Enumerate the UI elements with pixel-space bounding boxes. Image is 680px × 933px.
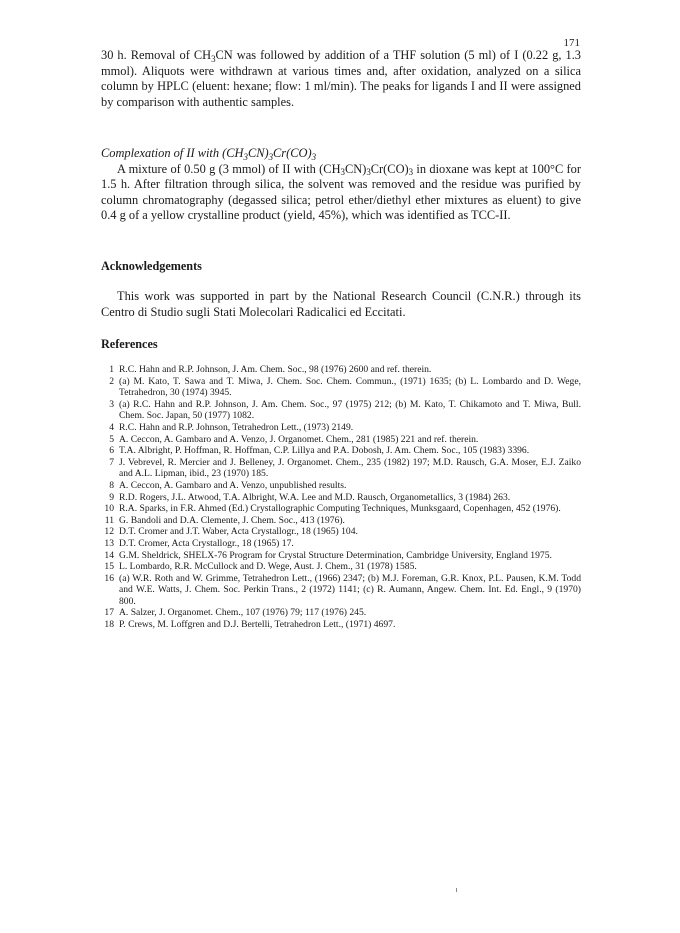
- intro-text-1: 30 h. Removal of CH: [101, 48, 212, 62]
- reference-text: (a) M. Kato, T. Sawa and T. Miwa, J. Chem. Soc. Chem. Commun., (1971) 1635; (b) L. Lombardo and D. Wege, Tetrahedron, 30 (1974) 3945.: [119, 375, 581, 399]
- page-number: 171: [563, 37, 580, 49]
- reference-item: [101, 445, 581, 457]
- reference-number: 10: [104, 503, 114, 515]
- complexation-text-2: CN): [344, 161, 367, 176]
- reference-number: 4: [109, 421, 114, 433]
- reference-text: A. Ceccon, A. Gambaro and A. Venzo, unpublished results.: [119, 479, 347, 491]
- reference-item: [101, 492, 581, 504]
- heading-subscript-3: 3: [311, 151, 317, 162]
- reference-item: [101, 538, 581, 550]
- reference-item: [101, 480, 581, 492]
- reference-number: 1: [109, 364, 114, 375]
- intro-paragraph-block: [101, 48, 581, 110]
- complexation-text-3: Cr(CO): [370, 161, 409, 176]
- reference-text: G.M. Sheldrick, SHELX-76 Program for Crystal Structure Determination, Cambridge University, England 1975.: [119, 549, 552, 561]
- reference-item: [101, 422, 581, 434]
- intro-subscript-1: 3: [211, 53, 216, 64]
- complexation-text-1: A mixture of 0.50 g (3 mmol) of II with (CH: [117, 161, 341, 176]
- reference-item: [101, 515, 581, 527]
- complexation-heading: [101, 146, 581, 162]
- reference-item: [101, 364, 581, 376]
- reference-number: 6: [109, 445, 114, 457]
- reference-number: 16: [104, 572, 114, 584]
- complexation-subscript-2: 3: [366, 167, 371, 178]
- reference-number: 2: [109, 375, 114, 387]
- reference-item: [101, 434, 581, 446]
- reference-item: [101, 550, 581, 562]
- reference-number: 14: [104, 549, 114, 561]
- reference-text: G. Bandoli and D.A. Clemente, J. Chem. Soc., 413 (1976).: [119, 514, 345, 526]
- complexation-subscript-3: 3: [408, 167, 414, 178]
- reference-text: (a) W.R. Roth and W. Grimme, Tetrahedron Lett., (1966) 2347; (b) M.J. Foreman, G.R. Knox, P.L. Pausen, K.M. Todd and W.E. Watts, J. Chem. Soc. Perkin Trans., 2 (1972) 1141; (c) R. Aumann, Angew. Chem. Int. Ed. Engl., 9 (1970) 800.: [119, 572, 581, 607]
- reference-number: 18: [104, 619, 114, 631]
- complexation-text-4: in dioxane was kept at 100°C for 1.5 h. After filtration through silica, the solvent was removed and the residue was purified by column chromatography (degassed silica; petrol ether/diethyl ether mixtures as eluent) to give 0.4 g of a yellow crystalline product (yield, 45%), which was identified as TCC-II.: [101, 161, 581, 223]
- acknowledgements-section: [101, 259, 581, 320]
- reference-text: R.A. Sparks, in F.R. Ahmed (Ed.) Crystallographic Computing Techniques, Munksgaard, Copenhagen, 452 (1976).: [119, 503, 561, 515]
- reference-text: R.D. Rogers, J.L. Atwood, T.A. Albright, W.A. Lee and M.D. Rausch, Organometallics, 3 (1984) 263.: [119, 491, 511, 503]
- heading-text-3: Cr(CO): [273, 146, 312, 160]
- references-section: [101, 337, 581, 631]
- reference-item: [101, 526, 581, 538]
- heading-text-2: CN): [247, 146, 269, 160]
- complexation-subscript-1: 3: [340, 167, 345, 178]
- reference-number: 17: [104, 607, 114, 619]
- references-list: [101, 364, 581, 631]
- reference-number: 12: [104, 526, 114, 538]
- reference-number: 15: [104, 561, 114, 573]
- reference-item: [101, 573, 581, 608]
- reference-text: A. Salzer, J. Organomet. Chem., 107 (1976) 79; 117 (1976) 245.: [119, 607, 367, 619]
- reference-item: [101, 619, 581, 631]
- reference-number: 8: [109, 479, 114, 491]
- intro-paragraph: [101, 48, 581, 110]
- reference-item: [101, 399, 581, 422]
- acknowledgements-heading: Acknowledgements: [101, 259, 202, 273]
- reference-item: [101, 561, 581, 573]
- reference-number: 3: [109, 398, 114, 410]
- reference-text: J. Vebrevel, R. Mercier and J. Belleney, J. Organomet. Chem., 235 (1982) 197; M.D. Rausch, G.A. Moser, E.J. Zaiko and A.L. Lipman, ibid., 23 (1970) 185.: [119, 456, 581, 480]
- intro-text-2: CN was followed by addition of a THF solution (5 ml) of I (0.22 g, 1.3 mmol). Aliquots were withdrawn at various times and, after oxidation, analyzed on a silica column by HPLC (eluent: hexane; flow: 1 ml/min). The peaks for ligands I and II were assigned by comparison with authentic samples.: [101, 48, 582, 109]
- reference-item: [101, 503, 581, 515]
- reference-number: 13: [104, 537, 114, 549]
- reference-number: 11: [104, 514, 114, 526]
- reference-item: [101, 457, 581, 480]
- reference-text: T.A. Albright, P. Hoffman, R. Hoffman, C.P. Lillya and P.A. Dobosh, J. Am. Chem. Soc., 105 (1983) 3396.: [119, 445, 530, 457]
- complexation-section: [101, 146, 581, 224]
- reference-text: D.T. Cromer, Acta Crystallogr., 18 (1965) 17.: [119, 537, 294, 549]
- reference-number: 9: [109, 491, 114, 503]
- reference-number: 5: [109, 433, 114, 445]
- page-edge-mark: [456, 888, 457, 892]
- reference-text: P. Crews, M. Loffgren and D.J. Bertelli, Tetrahedron Lett., (1971) 4697.: [119, 619, 396, 631]
- heading-subscript-1: 3: [243, 151, 248, 162]
- reference-text: D.T. Cromer and J.T. Waber, Acta Crystallogr., 18 (1965) 104.: [119, 526, 358, 538]
- acknowledgements-text: This work was supported in part by the National Research Council (C.N.R.) through its Centro di Studio sugli Stati Molecolari Radicalici ed Eccitati.: [101, 289, 581, 319]
- reference-text: A. Ceccon, A. Gambaro and A. Venzo, J. Organomet. Chem., 281 (1985) 221 and ref. therein.: [119, 433, 479, 445]
- complexation-paragraph: [101, 162, 581, 224]
- reference-text: R.C. Hahn and R.P. Johnson, Tetrahedron Lett., (1973) 2149.: [119, 421, 354, 433]
- heading-subscript-2: 3: [268, 151, 274, 162]
- reference-item: [101, 607, 581, 619]
- reference-text: R.C. Hahn and R.P. Johnson, J. Am. Chem. Soc., 98 (1976) 2600 and ref. therein.: [119, 364, 432, 375]
- reference-number: 7: [109, 456, 114, 468]
- reference-text: L. Lombardo, R.R. McCullock and D. Wege, Aust. J. Chem., 31 (1978) 1585.: [119, 561, 417, 573]
- reference-item: [101, 376, 581, 399]
- heading-text-1: Complexation of II with (CH: [101, 146, 244, 160]
- references-heading: References: [101, 337, 158, 351]
- reference-text: (a) R.C. Hahn and R.P. Johnson, J. Am. Chem. Soc., 97 (1975) 212; (b) M. Kato, T. Chikamoto and T. Miwa, Bull. Chem. Soc. Japan, 50 (1977) 1082.: [119, 398, 581, 422]
